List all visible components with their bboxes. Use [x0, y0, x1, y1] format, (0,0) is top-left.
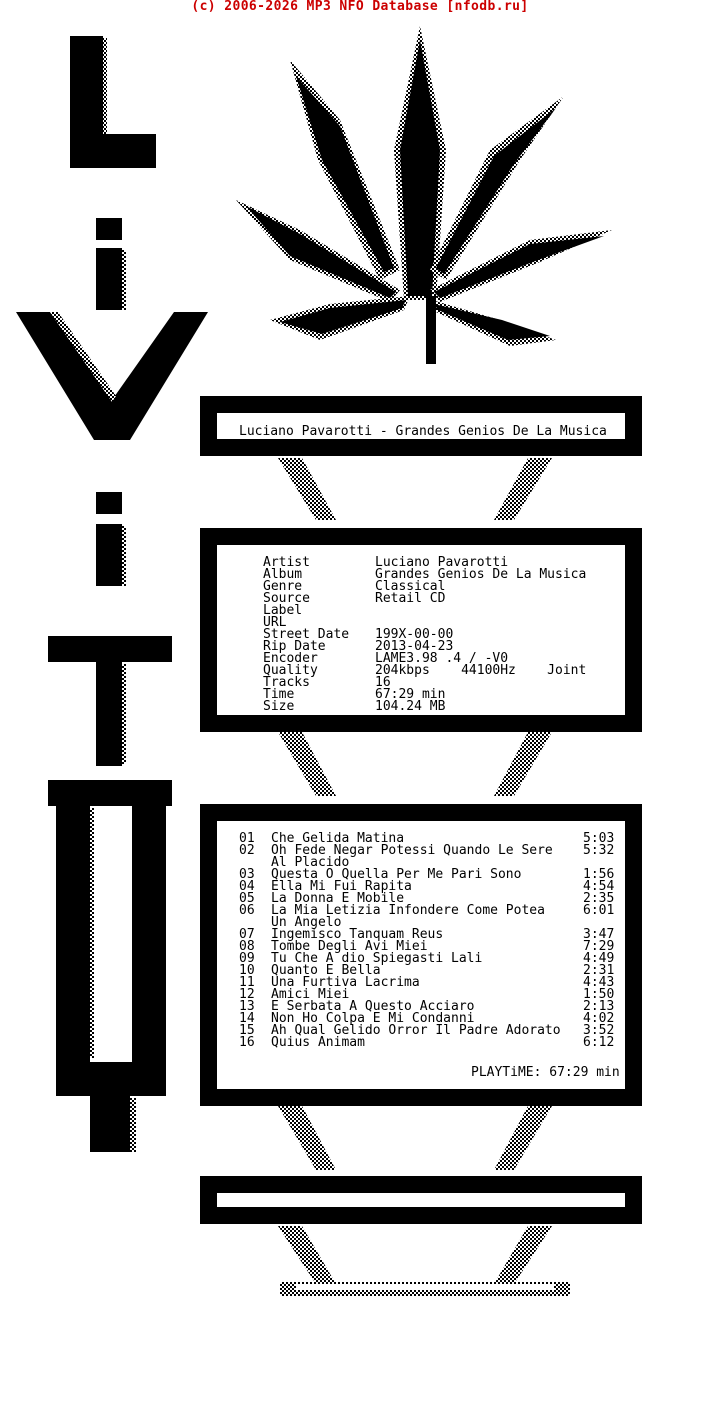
- info-row: [263, 665, 586, 677]
- info-label: Genre: [263, 579, 303, 594]
- total-playtime: PLAYTiME: 67:29 min: [471, 1065, 620, 1080]
- track-duration: 4:43: [583, 975, 615, 990]
- info-label: Size: [263, 699, 295, 714]
- track-number: 16: [239, 1035, 255, 1050]
- track-duration: 1:50: [583, 987, 615, 1002]
- info-value: 2013-04-23: [375, 639, 454, 654]
- track-title: Quius Animam: [271, 1035, 365, 1050]
- track-number: 10: [239, 963, 255, 978]
- track-title: Ah Qual Gelido Orror Il Padre Adorato: [271, 1023, 561, 1038]
- track-title: Tombe Degli Avi Miei: [271, 939, 428, 954]
- release-info-box: [200, 528, 642, 732]
- info-value: Grandes Genios De La Musica: [375, 567, 587, 582]
- track-duration: 6:12: [583, 1035, 615, 1050]
- track-duration: 5:32: [583, 843, 615, 858]
- info-value: Luciano Pavarotti: [375, 555, 509, 570]
- info-label: Rip Date: [263, 639, 326, 654]
- info-label: Label: [263, 603, 303, 618]
- logo-letter-l: [70, 36, 156, 168]
- track-duration: 2:35: [583, 891, 615, 906]
- track-number: 15: [239, 1023, 255, 1038]
- info-value: 16: [375, 675, 391, 690]
- track-duration: 4:02: [583, 1011, 615, 1026]
- info-value: Retail CD: [375, 591, 446, 606]
- track-title: Quanto E Bella: [271, 963, 381, 978]
- track-number: 14: [239, 1011, 255, 1026]
- release-title-box: [200, 396, 642, 456]
- info-label: Street Date: [263, 627, 350, 642]
- track-number: 11: [239, 975, 255, 990]
- track-title: Amici Miei: [271, 987, 350, 1002]
- track-title: Tu Che A dio Spiegasti Lali: [271, 951, 483, 966]
- info-label: Time: [263, 687, 295, 702]
- empty-box: [200, 1176, 642, 1224]
- info-value: Classical: [375, 579, 446, 594]
- track-title: Oh Fede Negar Potessi Quando Le Sere: [271, 843, 553, 858]
- logo-letter-i-2: [96, 492, 126, 586]
- track-duration: 4:49: [583, 951, 615, 966]
- tracklist: [214, 818, 628, 1092]
- track-number: 04: [239, 879, 255, 894]
- track-duration: 6:01: [583, 903, 615, 918]
- info-row: [263, 701, 445, 713]
- track-number: 08: [239, 939, 255, 954]
- track-title: Ella Mi Fui Rapita: [271, 879, 412, 894]
- track-number: 13: [239, 999, 255, 1014]
- track-duration: 2:13: [583, 999, 615, 1014]
- info-value: 67:29 min: [375, 687, 446, 702]
- track-title: La Donna E Mobile: [271, 891, 405, 906]
- logo-letter-i: [96, 218, 126, 310]
- info-value: LAME3.98 .4 / -V0: [375, 651, 509, 666]
- release-info-list: [214, 542, 628, 718]
- track-duration: 3:52: [583, 1023, 615, 1038]
- track-title: La Mia Letizia Infondere Come Potea: [271, 903, 545, 918]
- track-number: 05: [239, 891, 255, 906]
- logo-letter-v: [16, 312, 208, 440]
- track-duration: 1:56: [583, 867, 615, 882]
- info-label: Album: [263, 567, 303, 582]
- info-label: URL: [263, 615, 287, 630]
- track-number: 06: [239, 903, 255, 918]
- track-title-continued: Al Placido: [271, 855, 350, 870]
- release-title: Luciano Pavarotti - Grandes Genios De La Musica: [239, 424, 607, 439]
- track-title: Una Furtiva Lacrima: [271, 975, 420, 990]
- track-title: Che Gelida Matina: [271, 831, 405, 846]
- track-number: 09: [239, 951, 255, 966]
- track-number: 01: [239, 831, 255, 846]
- track-title-continued: Un Angelo: [271, 915, 342, 930]
- track-duration: 3:47: [583, 927, 615, 942]
- track-number: 07: [239, 927, 255, 942]
- info-label: Artist: [263, 555, 310, 570]
- track-number: 12: [239, 987, 255, 1002]
- info-label: Tracks: [263, 675, 310, 690]
- track-duration: 5:03: [583, 831, 615, 846]
- logo-letter-u: [48, 780, 172, 1152]
- info-value: 104.24 MB: [375, 699, 446, 714]
- info-label: Quality: [263, 663, 318, 678]
- info-label: Encoder: [263, 651, 318, 666]
- track-title: E Serbata A Questo Acciaro: [271, 999, 475, 1014]
- info-value: 204kbps 44100Hz Joint: [375, 663, 587, 678]
- info-label: Source: [263, 591, 310, 606]
- track-title: Non Ho Colpa E Mi Condanni: [271, 1011, 475, 1026]
- track-duration: 4:54: [583, 879, 615, 894]
- track-title: Ingemisco Tanquam Reus: [271, 927, 444, 942]
- tracklist-box: [200, 804, 642, 1106]
- track-number: 03: [239, 867, 255, 882]
- track-duration: 7:29: [583, 939, 615, 954]
- track-duration: 2:31: [583, 963, 615, 978]
- logo-letter-t: [48, 636, 172, 766]
- nfodb-copyright-header: (c) 2006-2026 MP3 NFO Database [nfodb.ru]: [191, 0, 529, 14]
- track-title: Questa O Quella Per Me Pari Sono: [271, 867, 522, 882]
- track-number: 02: [239, 843, 255, 858]
- info-value: 199X-00-00: [375, 627, 454, 642]
- cannabis-leaf-icon: [236, 26, 612, 364]
